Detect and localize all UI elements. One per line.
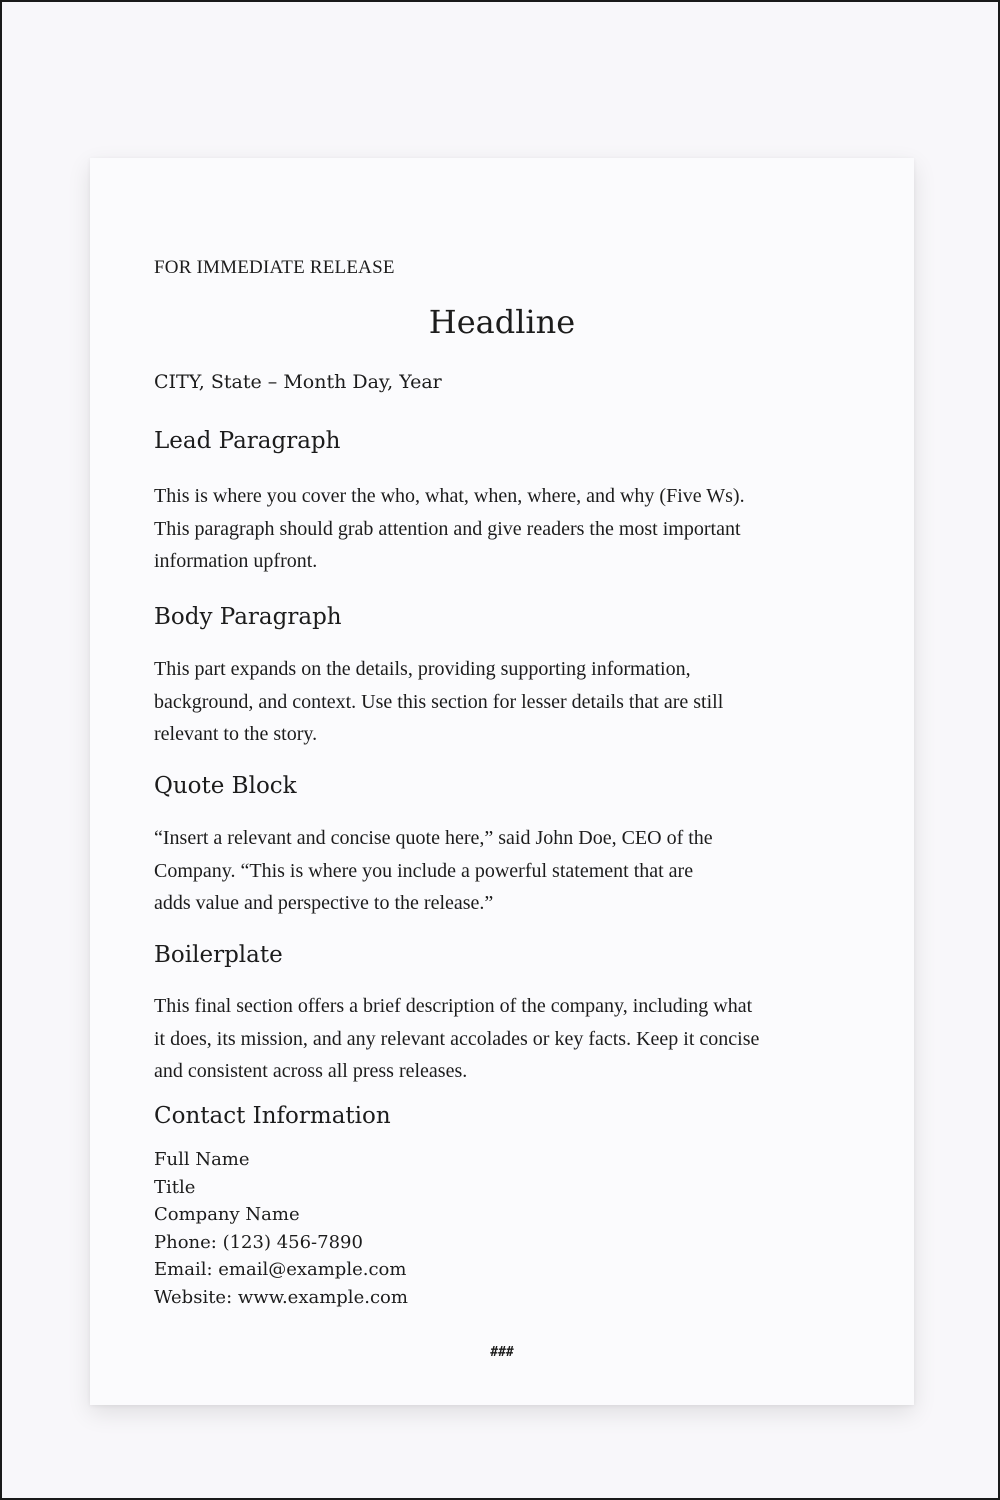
section-heading-body: Body Paragraph: [154, 604, 342, 630]
text-line: This final section offers a brief description of the company, including what: [154, 995, 753, 1017]
contact-name: Full Name: [154, 1149, 250, 1170]
text-line: This paragraph should grab attention and give readers the most important: [154, 517, 741, 540]
end-mark: ###: [490, 1345, 514, 1360]
section-body-quote: [154, 822, 713, 920]
text-line: background, and context. Use this section for lesser details that are still: [154, 690, 724, 713]
text-line: adds value and perspective to the release.”: [154, 892, 494, 914]
contact-phone: Phone: (123) 456-7890: [154, 1231, 363, 1253]
text-line: relevant to the story.: [154, 723, 318, 745]
text-line: it does, its mission, and any relevant accolades or key facts. Keep it concise: [154, 1027, 760, 1050]
text-line: This is where you cover the who, what, when, where, and why (Five Ws).: [154, 485, 745, 507]
text-line: Company. “This is where you include a powerful statement that are: [154, 859, 694, 882]
headline: Headline: [428, 303, 576, 341]
text-line: and consistent across all press releases.: [154, 1060, 468, 1082]
section-body-boilerplate: [154, 990, 759, 1088]
section-heading-quote: Quote Block: [154, 773, 297, 799]
section-heading-boilerplate: Boilerplate: [154, 942, 283, 968]
press-release-page: [90, 158, 914, 1405]
contact-details: [154, 1146, 408, 1311]
contact-company: Company Name: [154, 1204, 300, 1225]
contact-email: Email: email@example.com: [154, 1259, 407, 1280]
dateline: CITY, State – Month Day, Year: [154, 371, 442, 393]
text-line: information upfront.: [154, 550, 318, 572]
text-line: This part expands on the details, providing supporting information,: [154, 658, 691, 680]
release-label: FOR IMMEDIATE RELEASE: [154, 257, 395, 278]
contact-website: Website: www.example.com: [154, 1286, 408, 1308]
section-heading-lead: Lead Paragraph: [154, 428, 341, 454]
contact-heading: Contact Information: [154, 1103, 391, 1129]
text-line: “Insert a relevant and concise quote here,” said John Doe, CEO of the: [154, 827, 713, 849]
section-body-body: [154, 653, 723, 751]
section-body-lead: [154, 480, 745, 578]
contact-title: Title: [154, 1176, 196, 1198]
